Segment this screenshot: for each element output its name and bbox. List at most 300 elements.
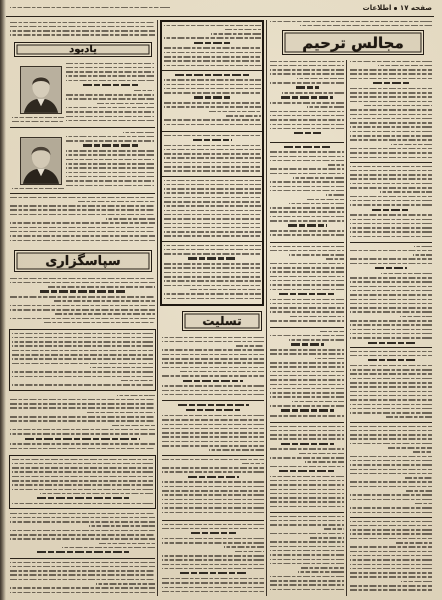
- text-line: [164, 293, 261, 295]
- text-line: [66, 63, 154, 65]
- text-line: [350, 589, 432, 591]
- text-line: [350, 88, 432, 90]
- text-line: [288, 224, 327, 226]
- text-line: [386, 416, 432, 418]
- text-line: [10, 513, 155, 515]
- notice-text: [10, 196, 155, 246]
- text-line: [162, 538, 264, 540]
- text-line: [270, 466, 344, 468]
- text-line: [350, 307, 432, 309]
- text-line: [12, 333, 153, 335]
- notice-text: [164, 179, 261, 239]
- text-line: [175, 74, 250, 76]
- text-line: [305, 461, 344, 463]
- text-line: [25, 438, 140, 440]
- text-line: [12, 467, 153, 469]
- text-line: [310, 537, 344, 539]
- notice-text: [350, 425, 432, 515]
- text-line: [281, 443, 334, 445]
- notice-text: [10, 512, 155, 556]
- text-line: [373, 82, 409, 84]
- text-line: [270, 181, 344, 183]
- text-line: [164, 231, 261, 233]
- text-line: [164, 205, 261, 207]
- text-line: [10, 443, 155, 445]
- text-line: [10, 570, 155, 572]
- text-line: [164, 218, 261, 220]
- notice-text: [270, 245, 344, 325]
- text-line: [164, 285, 261, 287]
- folio-separator: [394, 7, 397, 10]
- text-line: [270, 426, 344, 428]
- text-line: [66, 71, 154, 73]
- text-line: [350, 460, 432, 462]
- page-number: صفحه ۱۷: [399, 4, 432, 12]
- text-line: [164, 298, 261, 300]
- text-line: [12, 376, 153, 378]
- text-line: [270, 289, 344, 291]
- text-line: [12, 350, 153, 352]
- text-line: [307, 199, 344, 201]
- text-line: [350, 469, 432, 471]
- page-folio: [363, 4, 432, 13]
- text-line: [396, 542, 432, 544]
- text-line: [270, 21, 432, 23]
- text-line: [270, 311, 344, 313]
- notice-text: [164, 134, 261, 174]
- text-line: [162, 486, 264, 488]
- notice-divider: [350, 517, 432, 518]
- text-line: [270, 216, 344, 218]
- text-line: [350, 303, 432, 305]
- text-line: [162, 375, 264, 377]
- text-line: [12, 480, 153, 482]
- notice-divider: [162, 520, 264, 521]
- text-line: [270, 73, 344, 75]
- text-line: [270, 211, 344, 213]
- text-line: [296, 86, 319, 88]
- text-line: [178, 404, 249, 406]
- text-line: [164, 166, 261, 168]
- text-line: [10, 209, 155, 211]
- text-line: [270, 299, 344, 301]
- text-line: [270, 151, 344, 153]
- text-line: [66, 140, 154, 142]
- scan-edge-shadow: [0, 0, 6, 600]
- text-line: [12, 503, 153, 505]
- newspaper-name: اطلاعات: [362, 4, 392, 12]
- text-line: [350, 473, 432, 475]
- text-line: [66, 159, 154, 161]
- text-line: [164, 192, 261, 194]
- text-line: [350, 521, 432, 523]
- text-line: [270, 430, 344, 432]
- text-line: [44, 322, 155, 324]
- text-line: [209, 111, 261, 113]
- text-line: [164, 84, 261, 86]
- text-line: [315, 358, 344, 360]
- text-line: [270, 563, 344, 565]
- text-line: [350, 555, 432, 557]
- text-line: [400, 316, 432, 318]
- text-line: [375, 267, 407, 269]
- text-line: [164, 37, 261, 39]
- text-line: [164, 184, 261, 186]
- notice-text: [66, 62, 154, 124]
- text-line: [270, 448, 344, 450]
- text-line: [12, 337, 153, 339]
- text-line: [350, 92, 432, 94]
- text-line: [270, 554, 344, 556]
- text-line: [350, 277, 432, 279]
- text-line: [12, 471, 153, 473]
- text-line: [190, 289, 261, 291]
- text-line: [66, 94, 154, 96]
- text-line: [164, 52, 261, 54]
- text-line: [10, 521, 155, 523]
- text-line: [162, 499, 264, 501]
- text-line: [183, 380, 243, 382]
- text-line: [350, 118, 432, 120]
- text-line: [162, 481, 264, 483]
- notice-divider: [270, 512, 344, 513]
- text-line: [350, 494, 432, 496]
- text-line: [162, 587, 264, 589]
- text-line: [279, 470, 335, 472]
- text-line: [350, 148, 432, 150]
- text-line: [162, 503, 264, 505]
- text-line: [164, 25, 261, 27]
- text-line: [350, 399, 432, 401]
- text-line: [164, 223, 261, 225]
- text-line: [10, 399, 155, 401]
- text-line: [388, 447, 432, 449]
- text-line: [350, 263, 432, 265]
- text-line: [12, 371, 153, 373]
- text-line: [270, 280, 344, 282]
- text-line: [66, 75, 154, 77]
- notice-text: [270, 330, 344, 420]
- text-line: [350, 290, 432, 292]
- text-line: [10, 278, 155, 280]
- column-rule: [346, 60, 347, 596]
- text-line: [270, 415, 344, 417]
- text-line: [381, 273, 432, 275]
- text-line: [405, 477, 432, 479]
- text-line: [164, 276, 261, 278]
- text-line: [162, 367, 264, 369]
- text-line: [164, 119, 261, 121]
- text-line: [270, 230, 344, 232]
- text-line: [226, 115, 261, 117]
- text-line: [225, 29, 261, 31]
- text-line: [112, 425, 155, 427]
- text-line: [350, 114, 432, 116]
- text-line: [164, 162, 261, 164]
- text-line: [350, 223, 432, 225]
- text-line: [350, 135, 432, 137]
- text-line: [162, 358, 264, 360]
- text-line: [350, 294, 432, 296]
- text-line: [300, 25, 432, 27]
- text-line: [211, 33, 261, 35]
- notice-divider: [162, 70, 262, 71]
- text-line: [350, 152, 432, 154]
- text-line: [368, 342, 415, 344]
- text-line: [350, 369, 432, 371]
- text-line: [12, 476, 153, 478]
- text-line: [164, 201, 261, 203]
- notice-text: [350, 520, 432, 595]
- text-line: [188, 257, 237, 259]
- portrait-photo: [20, 137, 62, 185]
- text-line: [62, 547, 155, 549]
- text-line: [270, 128, 344, 130]
- text-line: [162, 341, 264, 343]
- text-line: [10, 420, 155, 422]
- text-line: [40, 493, 153, 495]
- text-line: [10, 240, 155, 242]
- text-line: [10, 429, 155, 431]
- text-line: [162, 542, 264, 544]
- text-line: [350, 382, 432, 384]
- text-line: [162, 467, 264, 469]
- notice-text: [350, 165, 432, 240]
- notice-text: [10, 277, 155, 327]
- text-line: [350, 576, 432, 578]
- text-line: [350, 525, 432, 527]
- text-line: [270, 246, 344, 248]
- text-line: [350, 365, 432, 367]
- text-line: [270, 263, 344, 265]
- text-line: [270, 124, 344, 126]
- text-line: [66, 154, 154, 156]
- text-line: [162, 436, 264, 438]
- text-line: [66, 172, 154, 174]
- text-line: [162, 494, 264, 496]
- text-line: [10, 235, 155, 237]
- notice-text: [270, 20, 432, 28]
- text-line: [10, 26, 155, 28]
- notice-text: [10, 561, 155, 595]
- text-line: [380, 191, 432, 193]
- text-line: [12, 121, 64, 123]
- text-line: [12, 188, 64, 190]
- text-line: [162, 471, 264, 473]
- text-line: [162, 559, 264, 561]
- text-line: [164, 79, 261, 81]
- text-line: [87, 412, 155, 414]
- notice-text: [350, 350, 432, 420]
- text-line: [10, 517, 155, 519]
- text-line: [282, 92, 344, 94]
- notice-text: [162, 458, 264, 518]
- notice-divider: [162, 400, 264, 401]
- text-line: [164, 272, 261, 274]
- text-line: [350, 378, 432, 380]
- text-line: [66, 67, 154, 69]
- text-line: [415, 503, 432, 505]
- text-line: [350, 529, 432, 531]
- portrait-photo: [20, 66, 62, 114]
- text-line: [270, 362, 344, 364]
- text-line: [350, 157, 432, 159]
- text-line: [270, 276, 344, 278]
- text-line: [164, 149, 261, 151]
- text-line: [10, 222, 155, 224]
- notice-text: [164, 24, 261, 68]
- text-line: [10, 305, 155, 307]
- text-line: [270, 271, 344, 273]
- text-line: [270, 173, 344, 175]
- text-line: [164, 263, 261, 265]
- text-line: [180, 572, 247, 574]
- text-line: [123, 132, 154, 134]
- text-line: [162, 419, 264, 421]
- text-line: [270, 61, 344, 63]
- text-line: [350, 512, 432, 514]
- text-line: [10, 416, 155, 418]
- thanks-section-banner: سپاسگزاری: [14, 250, 152, 272]
- text-line: [162, 578, 264, 580]
- text-line: [162, 390, 264, 392]
- text-line: [350, 299, 432, 301]
- text-line: [270, 353, 344, 355]
- text-line: [270, 160, 344, 162]
- text-line: [350, 386, 432, 388]
- text-line: [10, 318, 155, 320]
- text-line: [134, 90, 154, 92]
- text-line: [270, 533, 344, 535]
- text-line: [298, 571, 344, 573]
- text-line: [164, 60, 261, 62]
- text-line: [297, 78, 344, 80]
- photo-caption-text: [12, 187, 64, 192]
- text-line: [164, 145, 261, 147]
- text-line: [188, 476, 239, 478]
- text-line: [12, 384, 153, 386]
- text-line: [326, 194, 344, 196]
- text-line: [10, 530, 155, 532]
- text-line: [10, 566, 155, 568]
- text-line: [270, 580, 344, 582]
- text-line: [350, 481, 432, 483]
- text-line: [350, 408, 432, 410]
- text-line: [164, 267, 261, 269]
- text-line: [164, 157, 261, 159]
- text-line: [162, 459, 264, 461]
- text-line: [162, 528, 264, 530]
- notice-text: [164, 244, 261, 302]
- text-line: [350, 337, 432, 339]
- text-line: [10, 448, 155, 450]
- text-line: [350, 204, 432, 206]
- text-line: [12, 354, 153, 356]
- text-line: [350, 183, 432, 185]
- text-line: [164, 170, 261, 172]
- notice-text: [350, 245, 432, 345]
- text-line: [97, 103, 154, 105]
- issue-date-line: [10, 6, 170, 12]
- text-line: [270, 168, 344, 170]
- text-line: [164, 47, 261, 49]
- text-line: [270, 65, 344, 67]
- text-line: [66, 120, 154, 122]
- text-line: [66, 116, 154, 118]
- text-line: [350, 219, 432, 221]
- text-line: [10, 205, 155, 207]
- text-line: [10, 562, 155, 564]
- text-line: [350, 585, 432, 587]
- text-line: [164, 197, 261, 199]
- notice-divider: [162, 131, 262, 132]
- text-line: [413, 451, 432, 453]
- text-line: [164, 153, 261, 155]
- text-line: [350, 456, 432, 458]
- text-line: [10, 214, 155, 216]
- text-line: [270, 484, 344, 486]
- text-line: [270, 102, 344, 104]
- text-line: [350, 412, 432, 414]
- text-line: [10, 592, 155, 594]
- text-line: [350, 507, 432, 509]
- text-line: [236, 345, 264, 347]
- text-line: [99, 543, 155, 545]
- text-line: [164, 56, 261, 58]
- text-line: [162, 582, 264, 584]
- notice-divider: [270, 242, 344, 243]
- text-line: [83, 84, 138, 86]
- text-line: [270, 119, 344, 121]
- text-line: [350, 174, 432, 176]
- text-line: [350, 126, 432, 128]
- text-line: [350, 96, 432, 98]
- text-line: [162, 362, 264, 364]
- text-line: [270, 396, 344, 398]
- text-line: [12, 117, 64, 119]
- text-line: [55, 313, 155, 315]
- text-line: [194, 96, 232, 98]
- text-line: [413, 254, 432, 256]
- text-line: [162, 524, 264, 526]
- text-line: [350, 564, 432, 566]
- text-line: [270, 207, 344, 209]
- text-line: [162, 568, 264, 570]
- text-line: [12, 463, 153, 465]
- text-line: [164, 124, 261, 126]
- text-line: [350, 187, 432, 189]
- text-line: [10, 534, 155, 536]
- notice-text: [162, 336, 264, 398]
- text-line: [350, 131, 432, 133]
- text-line: [270, 375, 344, 377]
- column-rule: [266, 20, 267, 596]
- text-line: [164, 210, 261, 212]
- notice-divider: [162, 455, 264, 456]
- text-line: [270, 111, 344, 113]
- text-line: [10, 7, 170, 9]
- text-line: [164, 102, 261, 104]
- text-line: [350, 434, 432, 436]
- text-line: [48, 286, 155, 288]
- notice-text: [350, 60, 432, 160]
- text-line: [162, 490, 264, 492]
- text-line: [270, 284, 344, 286]
- text-line: [162, 564, 264, 566]
- text-line: [10, 407, 155, 409]
- text-line: [270, 520, 344, 522]
- text-line: [391, 144, 432, 146]
